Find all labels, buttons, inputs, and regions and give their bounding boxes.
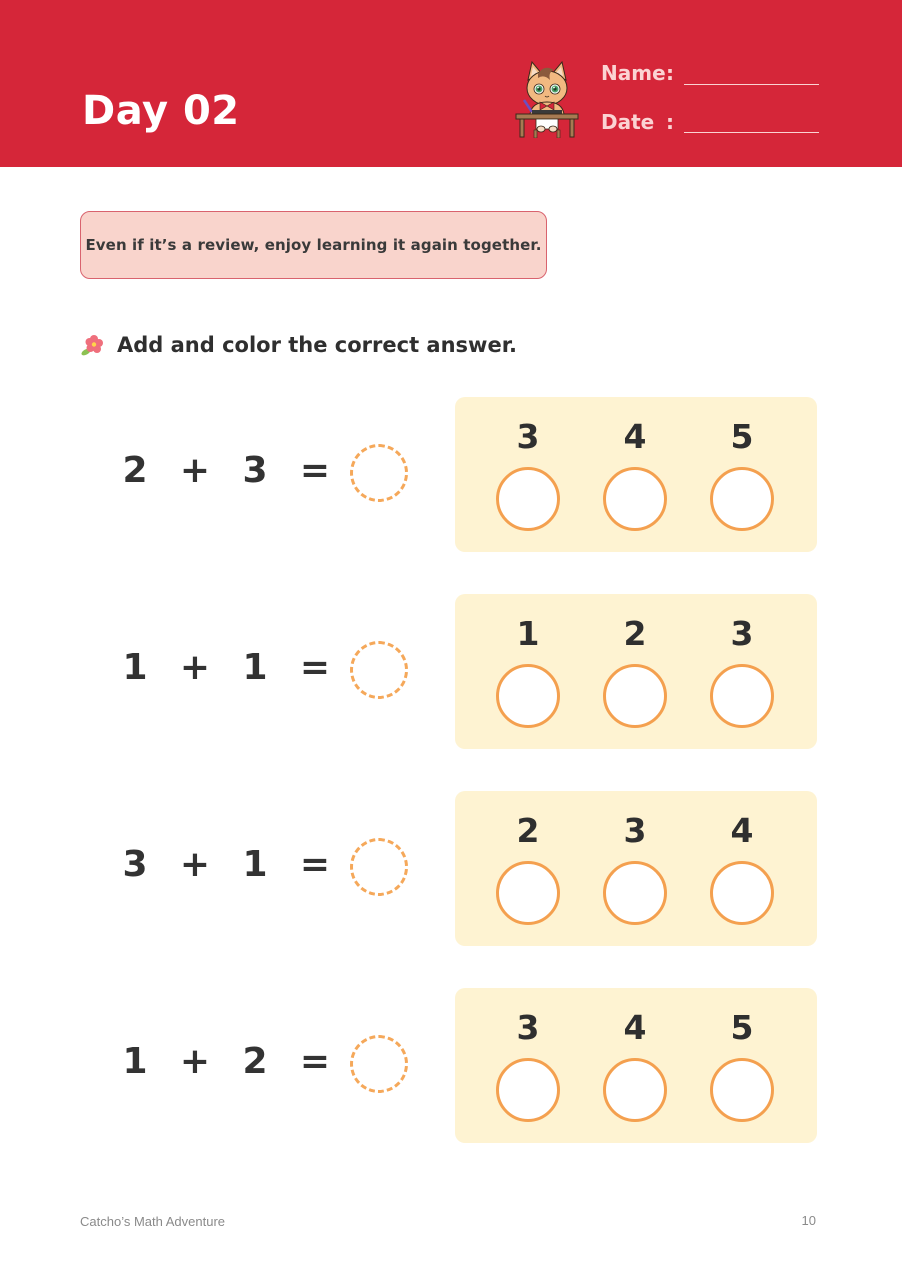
name-label: Name: [601, 61, 666, 85]
addend-b: 1: [242, 647, 268, 688]
option-circle[interactable]: [603, 467, 667, 531]
option-3[interactable]: [709, 397, 775, 552]
option-2[interactable]: [602, 397, 668, 552]
option-number: 2: [623, 614, 647, 653]
options-panel: [455, 397, 817, 552]
addend-b: 1: [242, 844, 268, 885]
option-number: 1: [516, 614, 540, 653]
option-number: 4: [730, 811, 754, 850]
footer-book-title: Catcho’s Math Adventure: [80, 1214, 226, 1229]
problem-row-4: [0, 988, 902, 1143]
plus-sign: +: [179, 844, 211, 885]
instruction-text: Add and color the correct answer.: [117, 333, 518, 357]
option-number: 4: [623, 417, 647, 456]
problem-row-3: [0, 791, 902, 946]
addend-a: 3: [122, 844, 148, 885]
note-text: Even if it’s a review, enjoy learning it again together.: [85, 236, 542, 254]
answer-blank[interactable]: [350, 1035, 408, 1093]
option-number: 3: [623, 811, 647, 850]
option-number: 5: [730, 1008, 754, 1047]
option-2[interactable]: [602, 594, 668, 749]
plus-sign: +: [179, 450, 211, 491]
answer-blank[interactable]: [350, 444, 408, 502]
option-1[interactable]: [495, 791, 561, 946]
equals-sign: =: [299, 647, 331, 688]
option-1[interactable]: [495, 594, 561, 749]
option-3[interactable]: [709, 791, 775, 946]
flower-icon: [80, 333, 104, 357]
option-circle[interactable]: [496, 861, 560, 925]
option-2[interactable]: [602, 988, 668, 1143]
option-2[interactable]: [602, 791, 668, 946]
instruction: [80, 330, 517, 360]
option-circle[interactable]: [496, 1058, 560, 1122]
addend-b: 3: [242, 450, 268, 491]
option-number: 3: [516, 417, 540, 456]
option-1[interactable]: [495, 988, 561, 1143]
option-3[interactable]: [709, 988, 775, 1143]
option-circle[interactable]: [710, 861, 774, 925]
name-field[interactable]: [684, 84, 819, 85]
options-panel: [455, 791, 817, 946]
name-colon: :: [666, 61, 674, 85]
option-circle[interactable]: [710, 1058, 774, 1122]
option-circle[interactable]: [710, 664, 774, 728]
page-number: 10: [801, 1213, 816, 1228]
date-label: Date: [601, 110, 655, 134]
answer-blank[interactable]: [350, 641, 408, 699]
addend-a: 1: [122, 1041, 148, 1082]
day-title: Day 02: [82, 88, 240, 134]
addend-b: 2: [242, 1041, 268, 1082]
option-1[interactable]: [495, 397, 561, 552]
problem-row-1: [0, 397, 902, 552]
options-panel: [455, 988, 817, 1143]
problem-row-2: [0, 594, 902, 749]
options-panel: [455, 594, 817, 749]
addend-a: 1: [122, 647, 148, 688]
option-circle[interactable]: [603, 861, 667, 925]
plus-sign: +: [179, 1041, 211, 1082]
date-colon: :: [666, 110, 674, 134]
plus-sign: +: [179, 647, 211, 688]
option-number: 3: [516, 1008, 540, 1047]
equals-sign: =: [299, 1041, 331, 1082]
option-number: 4: [623, 1008, 647, 1047]
page-header: [0, 0, 902, 167]
encouragement-note: [80, 211, 547, 279]
option-3[interactable]: [709, 594, 775, 749]
answer-blank[interactable]: [350, 838, 408, 896]
option-circle[interactable]: [496, 467, 560, 531]
addend-a: 2: [122, 450, 148, 491]
option-circle[interactable]: [496, 664, 560, 728]
option-circle[interactable]: [603, 1058, 667, 1122]
option-circle[interactable]: [710, 467, 774, 531]
option-number: 5: [730, 417, 754, 456]
equals-sign: =: [299, 450, 331, 491]
option-circle[interactable]: [603, 664, 667, 728]
cat-at-desk-icon: [514, 58, 580, 138]
option-number: 3: [730, 614, 754, 653]
equals-sign: =: [299, 844, 331, 885]
date-field[interactable]: [684, 132, 819, 133]
option-number: 2: [516, 811, 540, 850]
